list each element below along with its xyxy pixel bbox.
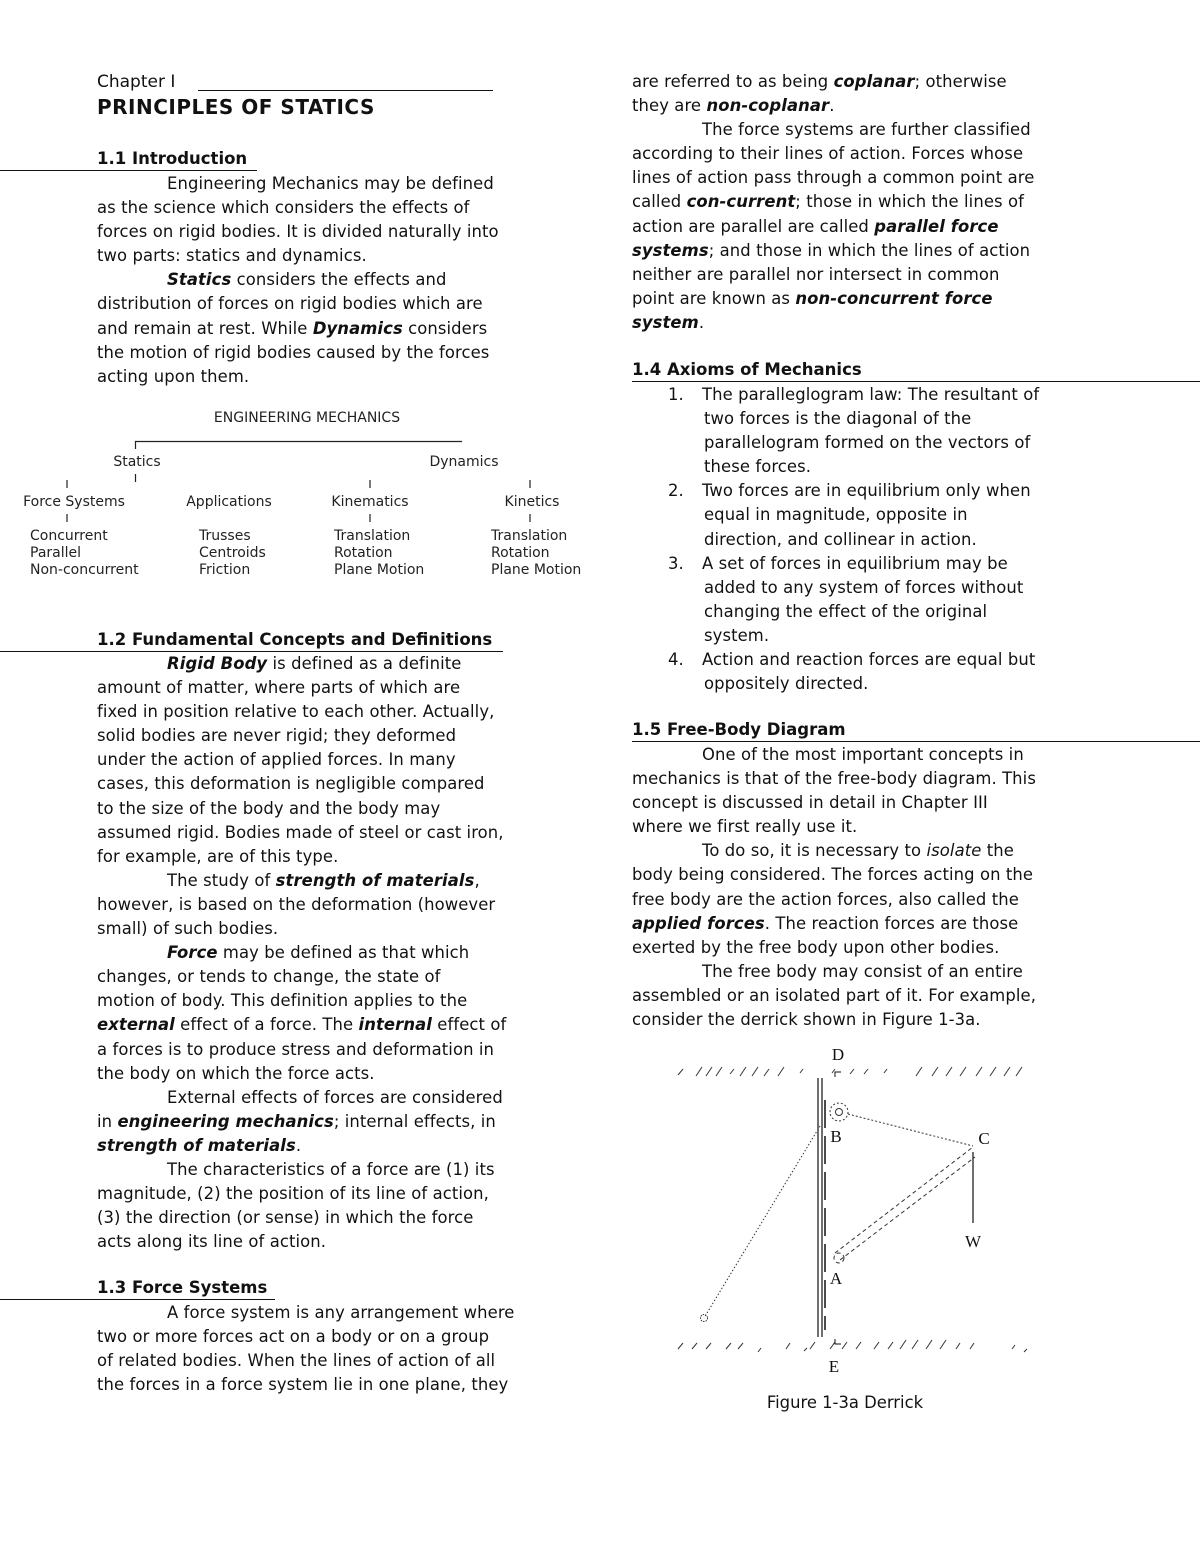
tree-item: Plane Motion — [491, 562, 582, 578]
text-line: motion of body. This definition applies to the — [97, 991, 468, 1011]
tree-dynamics: Dynamics — [429, 454, 499, 470]
text-line: added to any system of forces without — [704, 577, 1024, 597]
text-line — [668, 383, 1039, 407]
emphasis: external — [97, 1015, 175, 1035]
chapter-label: Chapter I — [97, 72, 176, 92]
tree-branch-label: Force Systems — [23, 494, 125, 510]
free-body-diagram-body — [632, 743, 1036, 1032]
emphasis: Force — [167, 943, 218, 963]
text-line: Rigid Body is defined as a definite — [167, 654, 462, 673]
text-line: body being considered. The forces acting on the — [632, 865, 1034, 885]
text-line: system. — [704, 625, 770, 645]
text-line: the forces in a force system lie in one plane, they — [97, 1375, 509, 1395]
floor-hatching — [678, 1340, 1027, 1352]
tree-statics: Statics — [113, 454, 161, 470]
list-number: 3. — [668, 553, 684, 573]
text-line — [668, 479, 1039, 503]
text-line: changes, or tends to change, the state of — [97, 967, 441, 987]
tree-branch-label: Applications — [186, 494, 272, 510]
emphasis: parallel force — [874, 216, 999, 236]
emphasis: non-concurrent force — [795, 288, 993, 308]
text-line: systems; and those in which the lines of action — [632, 240, 1031, 260]
emphasis: Rigid Body — [167, 654, 268, 673]
tree-item: Non-concurrent — [30, 562, 139, 578]
chapter-underline — [198, 90, 493, 91]
text-line: solid bodies are never rigid; they deformed — [97, 726, 457, 746]
text-line — [668, 648, 1039, 672]
text-line: A force system is any arrangement where — [167, 1303, 515, 1322]
text-line: lines of action pass through a common point are — [632, 168, 1035, 188]
text-line: external effect of a force. The internal effect of — [97, 1015, 507, 1035]
axioms-list — [668, 383, 1039, 696]
label-b: B — [830, 1127, 842, 1146]
text-line: To do so, it is necessary to isolate the — [702, 841, 1014, 861]
text-line: The characteristics of a force are (1) its — [167, 1159, 495, 1179]
heading-text: 1.2 Fundamental Concepts and Definitions — [97, 630, 493, 649]
text-line: forces on rigid bodies. It is divided naturally into — [97, 222, 499, 242]
tree-item: Translation — [334, 528, 411, 544]
text-line: One of the most important concepts in — [702, 745, 1024, 764]
text-line: Force may be defined as that which — [167, 943, 470, 963]
text-line: oppositely directed. — [704, 674, 869, 694]
text-line: these forces. — [704, 457, 812, 477]
text-line: The study of strength of materials, — [167, 870, 480, 890]
heading-text: 1.1 Introduction — [97, 149, 248, 168]
tree-item: Rotation — [491, 545, 550, 561]
emphasis: Statics — [167, 270, 232, 290]
engineering-mechanics-tree-diagram — [0, 400, 600, 590]
tree-item: Concurrent — [30, 528, 108, 544]
emphasis: strength of materials — [97, 1135, 296, 1155]
list-number: 1. — [668, 385, 684, 404]
text-line: Statics considers the effects and — [167, 270, 447, 290]
list-text: Two forces are in equilibrium only when — [702, 481, 1031, 501]
heading-text: 1.3 Force Systems — [97, 1278, 268, 1297]
heading-text: 1.5 Free-Body Diagram — [632, 720, 846, 739]
fundamental-concepts-body — [97, 652, 506, 1254]
text-line: point are known as non-concurrent force — [632, 288, 993, 308]
emphasis: coplanar — [833, 72, 915, 91]
text-line: free body are the action forces, also called the — [632, 889, 1019, 909]
emphasis: systems — [632, 240, 709, 260]
text-line: mechanics is that of the free-body diagram. This — [632, 769, 1036, 789]
text-line: parallelogram formed on the vectors of — [704, 433, 1031, 453]
guy-wire — [704, 1126, 820, 1318]
text-line: are referred to as being coplanar; otherwise — [632, 72, 1007, 91]
label-e: E — [828, 1357, 840, 1376]
text-line: amount of matter, where parts of which are — [97, 678, 461, 698]
text-line: concept is discussed in detail in Chapter III — [632, 793, 988, 813]
text-line: small) of such bodies. — [97, 919, 279, 939]
list-item — [668, 479, 1039, 551]
text-line: equal in magnitude, opposite in — [704, 505, 968, 525]
text-line: assembled or an isolated part of it. For example, — [632, 985, 1037, 1005]
text-line: assumed rigid. Bodies made of steel or cast iron, — [97, 822, 504, 842]
text-line: two or more forces act on a body or on a group — [97, 1327, 490, 1347]
emphasis: system — [632, 312, 699, 332]
text-line: and remain at rest. While Dynamics considers — [97, 318, 488, 338]
chapter-label-row — [97, 70, 493, 94]
emphasis: Dynamics — [312, 318, 403, 338]
text-line: changing the effect of the original — [704, 601, 988, 621]
mast-bottom-bracket — [835, 1339, 841, 1344]
tree-item: Parallel — [30, 545, 82, 561]
tree-item: Trusses — [199, 528, 251, 544]
tree-item: Translation — [491, 528, 568, 544]
force-systems-body — [97, 1301, 515, 1397]
list-number: 4. — [668, 650, 684, 670]
tree-item: Centroids — [199, 545, 266, 561]
pulley-hub — [836, 1109, 843, 1116]
derrick-figure — [660, 1040, 1060, 1380]
tree-item: Plane Motion — [334, 562, 425, 578]
section-heading-fundamental-concepts — [0, 629, 503, 652]
text-line: called con-current; those in which the lines of — [632, 192, 1024, 212]
tree-branch-label: Kinematics — [331, 494, 409, 510]
section-heading-introduction — [0, 148, 257, 171]
cable-bc — [848, 1114, 973, 1146]
text-line: system. — [632, 312, 705, 332]
label-a: A — [829, 1269, 843, 1288]
heading-text: 1.4 Axioms of Mechanics — [632, 360, 862, 379]
text-line: The free body may consist of an entire — [702, 961, 1023, 981]
emphasis: strength of materials — [275, 870, 475, 890]
list-item — [668, 383, 1039, 479]
text-line: fixed in position relative to each other. Actually, — [97, 702, 495, 722]
chapter-title: PRINCIPLES OF STATICS — [97, 95, 375, 119]
text-line: Engineering Mechanics may be defined — [167, 174, 494, 193]
list-item — [668, 552, 1039, 648]
text-line: acts along its line of action. — [97, 1232, 327, 1252]
text-line: where we first really use it. — [632, 817, 858, 837]
tree-item: Rotation — [334, 545, 393, 561]
emphasis: isolate — [926, 841, 982, 861]
section-heading-force-systems — [0, 1277, 275, 1300]
section-heading-free-body-diagram — [632, 719, 1200, 742]
label-c: C — [978, 1129, 990, 1148]
text-line: strength of materials. — [97, 1135, 302, 1155]
emphasis: con-current — [686, 192, 796, 212]
mast-top-bracket — [835, 1072, 841, 1077]
list-item — [668, 648, 1039, 696]
mast — [818, 1078, 825, 1337]
emphasis: engineering mechanics — [117, 1111, 334, 1131]
text-line: a forces is to produce stress and deformation in — [97, 1039, 495, 1059]
list-text: Action and reaction forces are equal but — [702, 650, 1036, 670]
text-line: (3) the direction (or sense) in which the force — [97, 1208, 474, 1228]
text-line: consider the derrick shown in Figure 1-3a. — [632, 1010, 981, 1030]
list-text: The paralleglogram law: The resultant of — [702, 385, 1040, 404]
text-line: action are parallel are called parallel force — [632, 216, 999, 236]
text-line: for example, are of this type. — [97, 846, 339, 866]
text-line: however, is based on the deformation (however — [97, 894, 496, 914]
emphasis: internal — [358, 1015, 432, 1035]
text-line: under the action of applied forces. In many — [97, 750, 456, 770]
text-line — [668, 552, 1039, 576]
ceiling-hatching — [678, 1067, 1022, 1076]
text-line: according to their lines of action. Forces whose — [632, 144, 1024, 164]
text-line: in engineering mechanics; internal effects, in — [97, 1111, 496, 1131]
text-line: applied forces. The reaction forces are those — [632, 913, 1019, 933]
list-text: A set of forces in equilibrium may be — [702, 553, 1008, 573]
figure-caption: Figure 1-3a Derrick — [766, 1393, 924, 1412]
emphasis: applied forces — [632, 913, 765, 933]
text-line: the motion of rigid bodies caused by the forces — [97, 342, 490, 362]
tree-branch-label: Kinetics — [504, 494, 560, 510]
tree-ticks — [67, 474, 530, 522]
list-number: 2. — [668, 481, 684, 501]
introduction-body — [97, 172, 499, 389]
force-systems-body-continued — [632, 70, 1034, 335]
text-line: as the science which considers the effects of — [97, 198, 470, 218]
text-line: two forces is the diagonal of the — [704, 409, 972, 429]
label-d: D — [831, 1045, 845, 1064]
text-line: cases, this deformation is negligible compared — [97, 774, 485, 794]
text-line: of related bodies. When the lines of action of all — [97, 1351, 496, 1371]
boom — [834, 1147, 975, 1263]
text-line: distribution of forces on rigid bodies which are — [97, 294, 483, 314]
section-heading-axioms — [632, 359, 1200, 382]
text-line: acting upon them. — [97, 366, 250, 386]
tree-root: ENGINEERING MECHANICS — [213, 410, 401, 426]
emphasis: non-coplanar — [706, 96, 830, 116]
label-w: W — [964, 1232, 982, 1251]
pulley-icon — [830, 1103, 848, 1121]
text-line: they are non-coplanar. — [632, 96, 835, 116]
text-line: the body on which the force acts. — [97, 1063, 375, 1083]
text-line: External effects of forces are considered — [167, 1087, 503, 1107]
tree-connector — [136, 442, 463, 450]
tree-item: Friction — [199, 562, 251, 578]
text-line: to the size of the body and the body may — [97, 798, 441, 818]
text-line: The force systems are further classified — [702, 120, 1031, 140]
text-line: neither are parallel nor intersect in common — [632, 264, 1000, 284]
text-line: two parts: statics and dynamics. — [97, 246, 367, 266]
text-line: exerted by the free body upon other bodies. — [632, 937, 1000, 957]
text-line: direction, and collinear in action. — [704, 529, 977, 549]
text-line: magnitude, (2) the position of its line of action, — [97, 1184, 489, 1204]
